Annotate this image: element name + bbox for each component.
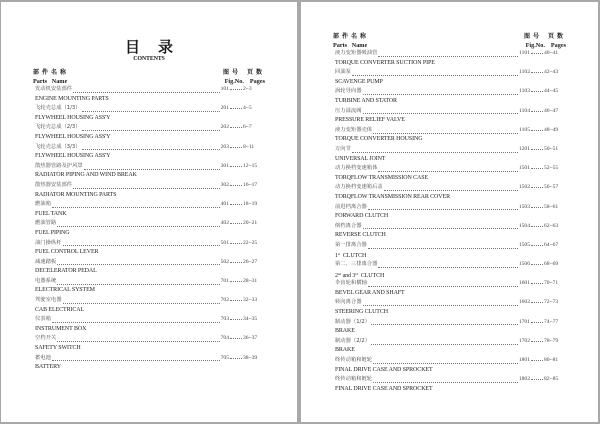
fig-number: 702	[220, 297, 229, 304]
page-range: 72~73	[544, 299, 559, 306]
part-name-cn: 蓄电池	[35, 354, 51, 361]
fig-number: 1504	[518, 222, 530, 229]
part-name-cn: 燃油管路	[35, 220, 57, 227]
part-name-cn: 散热器安装部件	[35, 181, 73, 188]
part-name-cn: 涡轮导向器	[335, 88, 362, 95]
dot-leader	[378, 166, 517, 172]
page-range: 4~5	[243, 105, 252, 112]
part-name-cn: 前进档离合器	[335, 203, 367, 210]
toc-entry[interactable]	[335, 241, 564, 251]
parts-name-header-cn: 部件名称	[333, 33, 370, 40]
dot-leader	[63, 240, 220, 246]
fig-number: 1506	[518, 261, 530, 268]
dot-leader	[368, 204, 518, 210]
page-range: 48~49	[544, 126, 559, 133]
page-range: 22~25	[243, 239, 258, 246]
toc-entry[interactable]	[35, 296, 263, 306]
dot-leader	[531, 356, 543, 361]
part-name-en-segment: 2	[335, 272, 338, 279]
part-name-cn: 液力变矩器吸油管	[335, 50, 378, 56]
part-name-cn: 驾驶室电器	[35, 297, 62, 304]
dot-leader	[363, 300, 518, 306]
toc-entry[interactable]	[35, 354, 263, 364]
dot-leader	[363, 223, 518, 229]
page-range: 46~47	[544, 107, 559, 114]
page-range: 8~11	[243, 143, 255, 150]
part-name-en: TORQUE CONVERTER SUCTION PIPE	[335, 59, 435, 66]
dot-leader	[230, 315, 242, 320]
parts-name-header-cn: 部件名称	[33, 69, 70, 76]
fig-number: 1102	[519, 69, 530, 76]
part-name-en: BATTERY	[35, 364, 61, 371]
dot-leader	[531, 107, 543, 112]
part-name-cn: 飞轮壳总成（3/3）	[35, 143, 81, 150]
page-range: 62~63	[544, 222, 559, 229]
part-name-en: TORQFLOW TRANSMISSION REAR COVER	[335, 193, 450, 200]
page-range: 78~79	[544, 337, 559, 344]
dot-leader	[73, 87, 220, 93]
part-name-en: REVERSE CLUTCH	[335, 232, 386, 239]
part-name-en: PRESSURE RELIEF VALVE	[335, 117, 405, 124]
dot-leader	[373, 128, 518, 134]
page-range: 82~85	[544, 376, 559, 383]
contents-page-left	[1, 2, 297, 422]
dot-leader	[531, 68, 543, 73]
dot-leader	[373, 358, 518, 364]
dot-leader	[82, 106, 220, 112]
parts-name-header-en: Parts Name	[333, 42, 368, 49]
dot-leader	[230, 239, 242, 244]
column-header-cn	[33, 69, 265, 76]
part-name-cn: 动力换档变速箱体	[335, 165, 378, 172]
part-name-en-segment: 1	[335, 253, 338, 260]
toc-entry[interactable]	[335, 356, 564, 366]
part-name-cn: 仪表箱	[35, 316, 51, 323]
part-name-en: FINAL DRIVE CASE AND SPROCKET	[335, 366, 433, 373]
page-range: 6~7	[243, 124, 252, 131]
page-range: 34~35	[243, 316, 258, 323]
page-range: 64~67	[544, 241, 559, 248]
dot-leader	[57, 279, 219, 285]
toc-entry[interactable]	[35, 123, 263, 133]
part-name-en: FUEL TANK	[35, 210, 67, 217]
toc-entry[interactable]	[335, 222, 564, 232]
dot-leader	[230, 258, 242, 263]
dot-leader	[352, 147, 518, 153]
fig-no-header-en: Fig.No.	[525, 42, 545, 49]
ordinal-suffix: st	[337, 252, 341, 257]
toc-entry[interactable]	[335, 337, 564, 347]
dot-leader	[531, 145, 543, 150]
contents-page-right	[301, 2, 598, 422]
dot-leader	[368, 243, 518, 249]
dot-leader	[371, 339, 518, 345]
toc-entry[interactable]	[35, 162, 263, 172]
fig-number: 301	[220, 162, 229, 169]
fig-no-header-en: Fig.No.	[224, 78, 244, 85]
dot-leader	[363, 89, 519, 95]
page-range: 16~17	[243, 181, 258, 188]
fig-number: 101	[220, 86, 229, 92]
part-name-cn: 万向节	[335, 145, 351, 152]
dot-leader	[531, 298, 543, 303]
fig-number: 1602	[518, 299, 530, 306]
page-range: 36~37	[243, 335, 258, 342]
part-name-cn: 第二、三排离合器	[335, 261, 378, 268]
part-name-cn: 发动机安装部件	[35, 86, 73, 92]
part-name-en: ELECTRICAL SYSTEM	[35, 287, 95, 294]
dot-leader	[373, 377, 518, 383]
column-header-en	[33, 78, 265, 85]
part-name-cn: 动力换档变速箱后盖	[335, 184, 383, 191]
part-name-en: TURBINE AND STATOR	[335, 97, 397, 104]
fig-number: 501	[220, 239, 229, 246]
toc-entry[interactable]	[35, 315, 263, 325]
dot-leader	[230, 181, 242, 186]
dot-leader	[230, 354, 242, 359]
part-name-en	[335, 250, 564, 260]
page-range: 42~43	[544, 69, 559, 76]
toc-entry[interactable]	[335, 260, 564, 270]
dot-leader	[52, 317, 220, 323]
part-name-en: RADIATOR PIPING AND WIND BREAK	[35, 172, 137, 179]
part-name-cn: 空档开关	[35, 335, 57, 342]
part-name-en: TORQFLOW TRANSMISSION CASE	[335, 174, 429, 181]
dot-leader	[82, 144, 220, 150]
toc-entry[interactable]	[35, 277, 263, 287]
page-range: 68~69	[544, 261, 559, 268]
fig-number: 201	[220, 105, 229, 112]
page-range: 32~33	[243, 297, 258, 304]
fig-number: 1801	[518, 357, 530, 363]
toc-entry[interactable]	[35, 200, 263, 210]
fig-number: 1105	[519, 126, 530, 133]
dot-leader	[371, 319, 518, 325]
ordinal-suffix: nd	[337, 271, 342, 276]
dot-leader	[82, 125, 220, 131]
fig-number: 1601	[518, 280, 530, 287]
dot-leader	[57, 259, 219, 265]
page-range: 2~3	[243, 86, 252, 92]
contents-list-left	[35, 85, 263, 373]
fig-number: 202	[220, 124, 229, 131]
part-name-cn: 燃油箱	[35, 201, 51, 208]
part-name-en: STEERING CLUTCH	[335, 309, 388, 316]
part-name-cn: 转向离合器	[335, 299, 362, 306]
part-name-en	[335, 270, 564, 280]
part-name-en-segment: and 3	[341, 272, 356, 279]
dot-leader	[52, 202, 220, 208]
toc-entry[interactable]	[335, 126, 564, 136]
fig-number: 1802	[518, 376, 530, 383]
toc-entry[interactable]	[35, 104, 263, 114]
column-header-cn	[333, 33, 566, 40]
dot-leader	[230, 85, 242, 90]
fig-number: 502	[220, 258, 229, 265]
dot-leader	[230, 334, 242, 339]
part-name-cn: 液力变矩器壳体	[335, 126, 373, 133]
fig-number: 1701	[518, 318, 530, 325]
column-header-en	[333, 42, 566, 49]
part-name-cn: 散热器管路及护风罩	[35, 162, 83, 169]
page-range: 52~55	[544, 165, 559, 172]
fig-number: 1104	[519, 107, 530, 114]
part-name-en: UNIVERSAL JOINT	[335, 155, 386, 162]
toc-entry[interactable]	[35, 85, 263, 95]
dot-leader	[531, 260, 543, 265]
toc-entry[interactable]	[35, 219, 263, 229]
part-name-cn: 减速踏板	[35, 258, 57, 265]
toc-entry[interactable]	[335, 145, 564, 155]
fig-number: 1201	[518, 145, 530, 152]
dot-leader	[230, 123, 242, 128]
toc-entry[interactable]	[335, 318, 564, 328]
dot-leader	[73, 183, 220, 189]
dot-leader	[84, 164, 220, 170]
fig-number: 701	[220, 277, 229, 284]
part-name-cn: 回油泵	[335, 69, 351, 76]
dot-leader	[384, 185, 518, 191]
part-name-en: FORWARD CLUTCH	[335, 213, 389, 220]
fig-number: 1502	[518, 184, 530, 191]
part-name-en: BRAKE	[335, 328, 355, 335]
page-range: 50~51	[544, 145, 559, 152]
toc-entry[interactable]	[35, 334, 263, 344]
ordinal-suffix: rd	[355, 271, 359, 276]
page-range: 12~15	[243, 162, 258, 169]
toc-entry[interactable]	[335, 203, 564, 213]
page-range: 40~41	[544, 50, 559, 56]
fig-number: 203	[220, 143, 229, 150]
part-name-cn: 电器系统	[35, 277, 57, 284]
dot-leader	[531, 164, 543, 169]
dot-leader	[363, 108, 519, 114]
dot-leader	[352, 70, 518, 76]
page-range: 58~61	[544, 203, 559, 210]
dot-leader	[230, 219, 242, 224]
part-name-cn: 倒档离合器	[335, 222, 362, 229]
parts-name-header-en: Parts Name	[33, 78, 68, 85]
dot-leader	[531, 87, 543, 92]
pages-header-cn: 页数	[547, 33, 566, 40]
dot-leader	[230, 296, 242, 301]
page-range: 80~81	[544, 357, 559, 363]
toc-entry[interactable]	[335, 375, 564, 385]
dot-leader	[531, 183, 543, 188]
page-range: 56~57	[544, 184, 559, 191]
part-name-cn: 伞齿轮和横轴	[335, 280, 367, 287]
fig-number: 1702	[518, 337, 530, 344]
part-name-en: FLYWHEEL HOUSING ASS'Y	[35, 133, 111, 140]
page-range: 44~45	[544, 88, 559, 95]
page-range: 70~71	[544, 280, 559, 287]
fig-no-header-cn: 图号	[523, 33, 542, 40]
dot-leader	[378, 51, 518, 57]
page-title-cn: 目录	[124, 38, 191, 56]
part-name-en: FLYWHEEL HOUSING ASS'Y	[35, 153, 111, 160]
contents-list-right	[335, 49, 564, 394]
toc-entry[interactable]	[335, 279, 564, 289]
part-name-en: DECELERATOR PEDAL	[35, 268, 97, 275]
page-range: 28~31	[243, 277, 258, 284]
dot-leader	[230, 200, 242, 205]
dot-leader	[57, 336, 219, 342]
fig-number: 703	[220, 316, 229, 323]
toc-entry[interactable]	[335, 107, 564, 117]
dot-leader	[378, 262, 517, 268]
part-name-en: FLYWHEEL HOUSING ASS'Y	[35, 114, 111, 121]
part-name-en: SAFETY SWITCH	[35, 345, 81, 352]
dot-leader	[230, 104, 242, 109]
dot-leader	[531, 241, 543, 246]
part-name-en: RADIATOR MOUNTING PARTS	[35, 191, 117, 198]
toc-entry[interactable]	[35, 181, 263, 191]
toc-entry[interactable]	[335, 298, 564, 308]
toc-entry[interactable]	[335, 183, 564, 193]
page-range: 38~39	[243, 354, 258, 361]
part-name-en: FINAL DRIVE CASE AND SPROCKET	[335, 385, 433, 392]
dot-leader	[531, 203, 543, 208]
part-name-cn: 飞轮壳总成（1/3）	[35, 105, 81, 112]
toc-entry[interactable]	[335, 87, 564, 97]
dot-leader	[63, 298, 220, 304]
part-name-en: TORQUE CONVERTER HOUSING	[335, 136, 423, 143]
fig-number: 1101	[519, 50, 530, 56]
page-range: 18~19	[243, 201, 258, 208]
part-name-en: ENGINE MOUNTING PARTS	[35, 95, 109, 102]
fig-number: 302	[220, 181, 229, 188]
part-name-cn: 压力溢流阀	[335, 107, 362, 114]
dot-leader	[57, 221, 219, 227]
toc-entry[interactable]	[335, 49, 564, 59]
dot-leader	[531, 222, 543, 227]
fig-number: 1501	[518, 165, 530, 172]
part-name-cn: 第一排离合器	[335, 241, 367, 248]
page-title-en: CONTENTS	[133, 56, 165, 62]
part-name-cn: 终传动箱和链轮	[335, 357, 373, 363]
part-name-en-segment: CLUTCH	[340, 253, 367, 260]
fig-number: 1503	[518, 203, 530, 210]
dot-leader	[230, 162, 242, 167]
dot-leader	[531, 318, 543, 323]
toc-entry[interactable]	[35, 239, 263, 249]
part-name-cn: 终传动箱和链轮	[335, 376, 373, 383]
fig-number: 1505	[518, 241, 530, 248]
fig-number: 401	[220, 201, 229, 208]
dot-leader	[52, 355, 220, 361]
part-name-en: CAB ELECTRICAL	[35, 306, 85, 313]
dot-leader	[531, 126, 543, 131]
fig-number: 1103	[519, 88, 530, 95]
dot-leader	[531, 49, 543, 54]
pages-header-cn: 页数	[246, 69, 265, 76]
toc-entry[interactable]	[335, 164, 564, 174]
page-range: 20~21	[243, 220, 258, 227]
part-name-en-segment: CLUTCH	[358, 272, 385, 279]
fig-number: 704	[220, 335, 229, 342]
dot-leader	[531, 279, 543, 284]
part-name-cn: 制动器（2/2）	[335, 337, 371, 344]
pages-header-en: Pages	[249, 78, 265, 85]
dot-leader	[531, 375, 543, 380]
part-name-cn: 飞轮壳总成（2/3）	[35, 124, 81, 131]
part-name-en: BRAKE	[335, 347, 355, 354]
part-name-en: FUEL PIPING	[35, 229, 70, 236]
page-range: 26~27	[243, 258, 258, 265]
fig-no-header-cn: 图号	[222, 69, 241, 76]
toc-entry[interactable]	[35, 143, 263, 153]
page-range: 74~77	[544, 318, 559, 325]
part-name-en: FUEL CONTROL LEVER	[35, 249, 99, 256]
toc-entry[interactable]	[335, 68, 564, 78]
part-name-en: INSTRUMENT BOX	[35, 325, 87, 332]
part-name-cn: 制动器（1/2）	[335, 318, 371, 325]
dot-leader	[230, 277, 242, 282]
pages-header-en: Pages	[550, 42, 566, 49]
part-name-en: SCAVENGE PUMP	[335, 78, 383, 85]
dot-leader	[531, 337, 543, 342]
part-name-en: BEVEL GEAR AND SHAFT	[335, 289, 405, 296]
fig-number: 402	[220, 220, 229, 227]
dot-leader	[368, 281, 518, 287]
fig-number: 705	[220, 354, 229, 361]
dot-leader	[230, 143, 242, 148]
part-name-cn: 油门操纵杆	[35, 239, 62, 246]
toc-entry[interactable]	[35, 258, 263, 268]
